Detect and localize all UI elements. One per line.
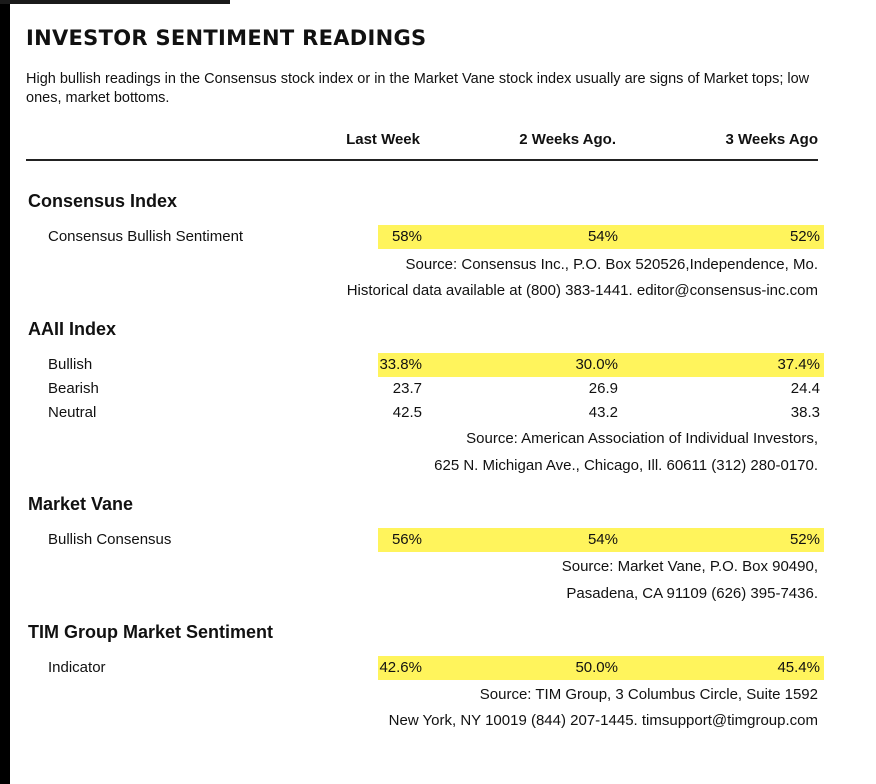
row-label: Neutral <box>48 404 97 421</box>
source-line: New York, NY 10019 (844) 207-1445. timsupport@timgroup.com <box>388 712 818 729</box>
intro-text: High bullish readings in the Consensus stock index or in the Market Vane stock index usually are signs of Market tops; low ones, market bottoms. <box>26 71 810 106</box>
table-row <box>26 656 822 680</box>
left-edge-bar <box>0 0 10 784</box>
section-title-aaii: AAII Index <box>28 319 117 339</box>
value-2-weeks-ago: 54% <box>587 531 618 548</box>
value-3-weeks-ago: 45.4% <box>777 659 820 676</box>
section-title-market-vane: Market Vane <box>28 494 134 514</box>
column-header-2-weeks-ago: 2 Weeks Ago. <box>519 131 616 148</box>
table-row <box>26 377 822 401</box>
section-title-consensus: Consensus Index <box>28 191 178 211</box>
top-edge-bar <box>0 0 230 4</box>
value-3-weeks-ago: 38.3 <box>790 404 820 421</box>
row-label: Consensus Bullish Sentiment <box>48 228 244 245</box>
value-3-weeks-ago: 24.4 <box>790 380 820 397</box>
source-line: 625 N. Michigan Ave., Chicago, Ill. 60611 (312) 280-0170. <box>434 457 818 474</box>
table-row <box>26 225 822 249</box>
value-3-weeks-ago: 52% <box>789 228 820 245</box>
table-row <box>26 401 822 425</box>
row-label: Bullish <box>48 356 93 373</box>
value-2-weeks-ago: 43.2 <box>588 404 618 421</box>
value-last-week: 56% <box>391 531 422 548</box>
column-header-3-weeks-ago: 3 Weeks Ago <box>725 131 818 148</box>
value-last-week: 58% <box>391 228 422 245</box>
value-2-weeks-ago: 30.0% <box>575 356 618 373</box>
value-last-week: 42.5 <box>392 404 422 421</box>
source-line: Pasadena, CA 91109 (626) 395-7436. <box>566 585 818 602</box>
source-line: Historical data available at (800) 383-1441. editor@consensus-inc.com <box>346 282 818 299</box>
source-line: Source: Market Vane, P.O. Box 90490, <box>561 558 818 575</box>
page-title: INVESTOR SENTIMENT READINGS <box>26 26 427 50</box>
row-label: Indicator <box>48 659 106 676</box>
value-2-weeks-ago: 50.0% <box>575 659 618 676</box>
source-line: Source: Consensus Inc., P.O. Box 520526,Independence, Mo. <box>405 256 818 273</box>
value-3-weeks-ago: 52% <box>789 531 820 548</box>
source-line: Source: American Association of Individual Investors, <box>466 430 818 447</box>
row-label: Bullish Consensus <box>48 531 172 548</box>
table-row <box>26 528 822 552</box>
source-line: Source: TIM Group, 3 Columbus Circle, Suite 1592 <box>479 686 818 703</box>
row-label: Bearish <box>48 380 99 397</box>
column-header-last-week: Last Week <box>346 131 420 148</box>
value-2-weeks-ago: 26.9 <box>588 380 618 397</box>
table-row <box>26 353 822 377</box>
value-last-week: 42.6% <box>379 659 422 676</box>
value-3-weeks-ago: 37.4% <box>777 356 820 373</box>
value-last-week: 33.8% <box>379 356 422 373</box>
section-title-tim-group: TIM Group Market Sentiment <box>28 622 274 642</box>
header-divider <box>26 159 818 161</box>
value-2-weeks-ago: 54% <box>587 228 618 245</box>
value-last-week: 23.7 <box>392 380 422 397</box>
